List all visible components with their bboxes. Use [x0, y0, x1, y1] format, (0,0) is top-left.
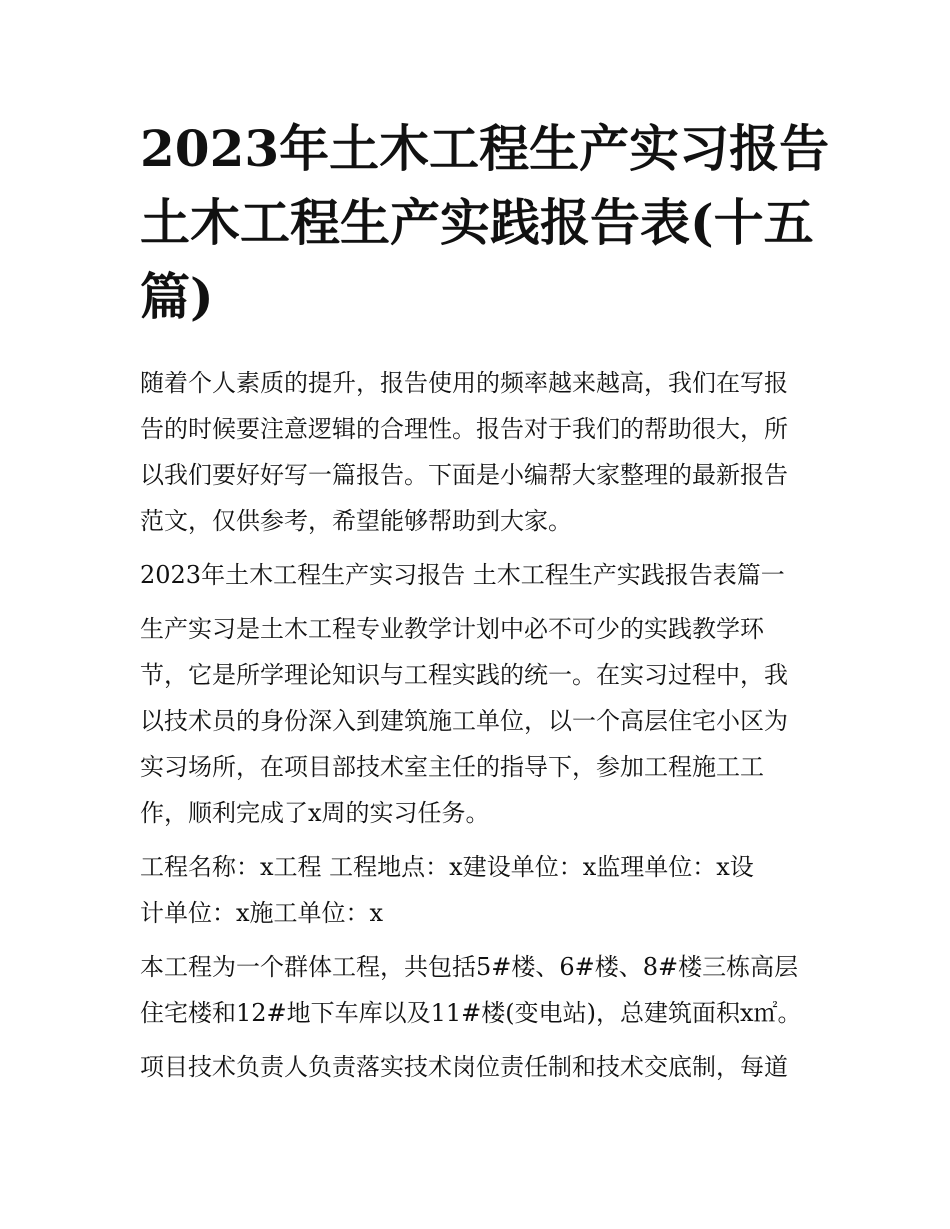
title-line: 土木工程生产实践报告表(十五 [140, 193, 814, 252]
body-paragraph [140, 1044, 815, 1090]
section-heading [140, 552, 815, 598]
title-line: 2023年土木工程生产实习报告 [140, 119, 830, 178]
project-info-paragraph [140, 844, 815, 936]
body-paragraph [140, 606, 815, 836]
text-line: 2023年土木工程生产实习报告 土木工程生产实践报告表篇一 [140, 561, 785, 589]
text-line: 计单位：x施工单位：x [140, 899, 384, 927]
text-line: 以我们要好好写一篇报告。下面是小编帮大家整理的最新报告 [140, 461, 788, 489]
document-page [140, 112, 830, 1098]
text-line: 项目技术负责人负责落实技术岗位责任制和技术交底制，每道 [140, 1053, 788, 1081]
text-line: 工程名称：x工程 工程地点：x建设单位：x监理单位：x设 [140, 853, 754, 881]
text-line: 本工程为一个群体工程，共包括5#楼、6#楼、8#楼三栋高层 [140, 953, 799, 981]
text-line: 随着个人素质的提升，报告使用的频率越来越高，我们在写报 [140, 369, 788, 397]
text-line: 告的时候要注意逻辑的合理性。报告对于我们的帮助很大，所 [140, 415, 788, 443]
text-line: 作，顺利完成了x周的实习任务。 [140, 799, 490, 827]
text-line: 范文，仅供参考，希望能够帮助到大家。 [140, 507, 572, 535]
text-line: 节，它是所学理论知识与工程实践的统一。在实习过程中，我 [140, 661, 788, 689]
text-line: 实习场所，在项目部技术室主任的指导下，参加工程施工工 [140, 753, 764, 781]
text-line: 住宅楼和12#地下车库以及11#楼(变电站)，总建筑面积x㎡。 [140, 999, 802, 1027]
project-scope-paragraph [140, 944, 815, 1036]
text-line: 以技术员的身份深入到建筑施工单位，以一个高层住宅小区为 [140, 707, 788, 735]
text-line: 生产实习是土木工程专业教学计划中必不可少的实践教学环 [140, 615, 764, 643]
intro-paragraph [140, 360, 815, 544]
document-title [140, 112, 830, 334]
title-line: 篇) [140, 267, 214, 326]
document-body [140, 360, 815, 1090]
